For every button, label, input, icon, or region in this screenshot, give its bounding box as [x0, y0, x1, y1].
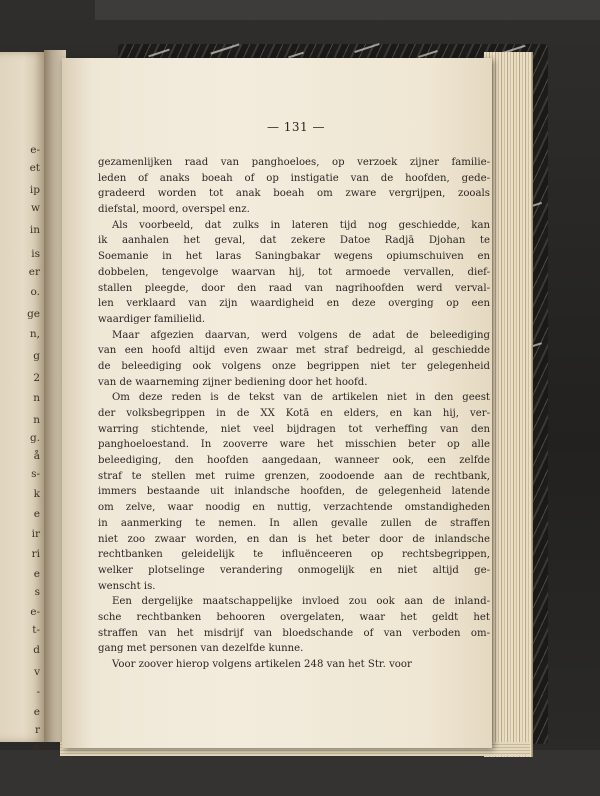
left-page-fragment: d [33, 644, 40, 656]
left-page-text-fragments [0, 52, 42, 774]
text-line: Als voorbeeld, dat zulks in lateren tijd nog geschiedde, kan [112, 219, 490, 231]
left-page-fragment: e- [30, 606, 40, 618]
text-line: panghoeloestand. In zooverre ware het misschien beter op alle [98, 439, 490, 451]
left-page-fragment: v [34, 666, 40, 678]
paragraph [98, 390, 490, 594]
left-page-fragment: ip [29, 184, 40, 196]
text-line: warring stichtende, niet veel bijdragen tot verheffing van den [98, 423, 490, 435]
left-page-fragment: e [33, 508, 40, 520]
left-page-fragment: r [34, 724, 40, 736]
left-page-fragment: n [33, 414, 40, 426]
left-page-fragment: e [33, 706, 40, 718]
left-page-fragment: n [33, 392, 40, 404]
text-line: rechtbanken geleidelijk te influënceeren op rechtsbegrippen, [98, 549, 490, 561]
text-line: Voor zoover hierop volgens artikelen 248 van het Str. voor [112, 659, 412, 670]
paragraph [98, 594, 490, 657]
text-line: Om deze reden is de tekst van de artikelen niet in den geest [112, 392, 490, 404]
left-page-fragment: ir [31, 528, 40, 540]
text-line: van de waarneming zijner bediening door het hoofd. [98, 376, 368, 388]
left-page-fragment: s [34, 586, 40, 598]
left-page-fragment: is [31, 248, 40, 260]
text-line: Soemanie in het laras Saningbakar wegens opiumschuiven en [98, 251, 490, 263]
left-page-fragment: er [28, 266, 40, 278]
text-line: straffen van het misdrijf van bloedschande of van verboden om- [98, 627, 490, 639]
left-page-fragment: n [33, 762, 40, 774]
left-page-fragment: ri [31, 548, 40, 560]
left-page-fragment: w [31, 202, 40, 214]
text-line: gezamenlijken raad van panghoeloes, op verzoek zijner familie- [98, 157, 490, 168]
body-text [98, 155, 490, 673]
left-page-fragment: g [33, 350, 40, 362]
text-line: gradeerd worden tot anak boeah om zware vergrijpen, zooals [98, 188, 490, 200]
text-line: waardiger familielid. [98, 313, 206, 325]
text-line: gang met personen van dezelfde kunne. [98, 643, 304, 655]
text-line: immers bestaande uit inlandsche hoofden, de gelegenheid latende [98, 486, 490, 498]
page-content [98, 120, 490, 673]
left-page-fragment: in [29, 224, 40, 236]
text-line: Een dergelijke maatschappelijke invloed zou ook aan de inland- [112, 596, 490, 608]
paragraph [98, 155, 490, 218]
text-line: Maar afgezien daarvan, werd volgens de adat de beleediging [112, 329, 490, 341]
left-page-fragment: ge [27, 308, 40, 320]
scanner-frame [95, 0, 600, 20]
left-page-fragment: g. [29, 432, 40, 444]
text-line: len verklaard van zijn waardigheid en deze overging op een [98, 298, 490, 310]
left-page-fragment: et [29, 162, 40, 174]
text-line: niet zoo zwaar worden, en dan is het beter door de inlandsche [98, 533, 490, 545]
text-line: van een hoofd altijd even zwaar met straf bedreigd, al geschiedde [98, 345, 490, 357]
left-page-fragment: s- [31, 468, 40, 480]
left-page-fragment: 2 [33, 372, 40, 384]
text-line: in aanmerking te nemen. In allen gevalle zullen de straffen [98, 517, 490, 529]
paragraph [98, 328, 490, 391]
paragraph [98, 657, 490, 673]
left-page-fragment: e [33, 568, 40, 580]
text-line: wenscht is. [98, 580, 156, 592]
paragraph [98, 218, 490, 328]
text-line: straf te stellen met ruime grenzen, zoodoende aan de rechtbank, [98, 470, 490, 482]
text-line: diefstal, moord, overspel enz. [98, 204, 250, 216]
left-page-fragment: å [33, 450, 40, 462]
text-line: beleediging, den hoofden aangedaan, wanneer ook, een zelfde [98, 455, 490, 467]
left-page-fragment: e- [30, 144, 40, 156]
left-page-fragment: n [33, 742, 40, 754]
text-line: sche rechtbanken behooren overgelaten, waar het geldt het [98, 611, 490, 623]
text-line: ik aanhalen het geval, dat zekere Datoe Radjā Djohan te [98, 235, 490, 247]
left-page-fragment: k [33, 488, 40, 500]
text-line: om zelve, waar noodig en nuttig, verzachtende omstandigheden [98, 502, 490, 514]
left-page-fragment: t- [32, 624, 40, 636]
text-line: dobbelen, tengevolge waarvan hij, tot armoede vervallen, dief- [98, 266, 490, 278]
left-page-fragment: o. [30, 286, 40, 298]
text-line: de beleediging ook volgens onze begrippen niet ter gelegenheid [98, 360, 490, 372]
left-page-fragment: - [36, 686, 40, 698]
page-number: — 131 — [266, 120, 326, 134]
text-line: stallen pleegde, door den raad van nagrihoofden werd verval- [98, 282, 490, 294]
text-line: der volksbegrippen in de XX Kotā en elders, en kan hij, ver- [98, 408, 490, 419]
left-page [0, 52, 46, 774]
text-line: leden of anaks boeah of op instigatie van de hoofden, gede- [98, 172, 490, 184]
left-page-fragment: n, [29, 328, 40, 340]
text-line: welker plotselinge verandering onmogelijk en niet altijd ge- [98, 564, 490, 576]
